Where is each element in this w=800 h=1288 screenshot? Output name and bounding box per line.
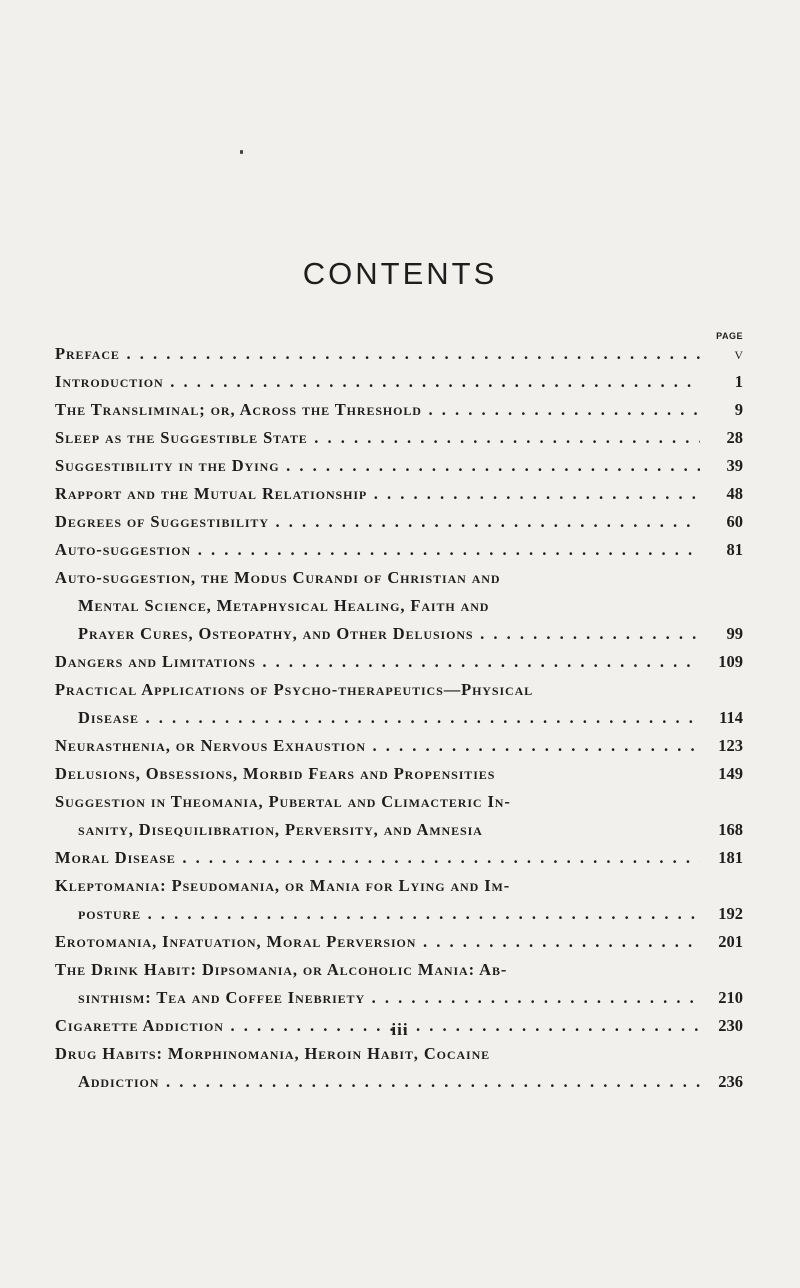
toc-entry	[0, 788, 800, 816]
toc-entry-title: Moral Disease . . .	[55, 844, 700, 872]
toc-entry-title: Kleptomania: Pseudomania, or Mania for Lying and Im-	[55, 876, 511, 895]
toc-entry	[0, 340, 800, 368]
ink-mark	[240, 150, 243, 154]
toc-entry-title: Erotomania, Infatuation, Moral Perversion . . .	[55, 928, 700, 956]
toc-entry-title: Auto-suggestion . . .	[55, 536, 700, 564]
toc-entry-page: 28	[726, 428, 743, 447]
toc-entry-page	[698, 1040, 743, 1068]
toc-entry-page: 149	[718, 764, 743, 783]
toc-entry	[0, 564, 800, 592]
toc-entry	[0, 816, 800, 844]
page-number: iii	[391, 1020, 409, 1039]
toc-entry	[0, 508, 800, 536]
toc-entry-page: v	[734, 344, 743, 363]
toc-entry-page: 201	[718, 932, 743, 951]
toc-entry-title: Degrees of Suggestibility . . .	[55, 508, 700, 536]
toc-entry-page: 60	[726, 512, 743, 531]
toc-entry-page: 48	[726, 484, 743, 503]
toc-entry	[0, 956, 800, 984]
toc-entry-page: 99	[726, 624, 743, 643]
page-title: CONTENTS	[302, 256, 498, 291]
toc-entry	[0, 452, 800, 480]
toc-entry	[0, 872, 800, 900]
toc-entry	[0, 648, 800, 676]
page-column-label: PAGE	[716, 331, 743, 341]
toc-entry-title: The Transliminal; or, Across the Threshold . . .	[55, 396, 700, 424]
toc-entry-page	[698, 872, 743, 900]
toc-entry-title: Auto-suggestion, the Modus Curandi of Christian and	[55, 568, 501, 587]
toc-entry-title: Drug Habits: Morphinomania, Heroin Habit, Cocaine	[55, 1044, 491, 1063]
toc-entry-title: Preface . . .	[55, 340, 700, 368]
toc-entry-title: Practical Applications of Psycho-therapeutics—Physical	[55, 680, 534, 699]
toc-entry-title: Rapport and the Mutual Relationship . . .	[55, 480, 700, 508]
toc-entry-title: Mental Science, Metaphysical Healing, Faith and	[78, 596, 490, 615]
toc-entry-title: sinthism: Tea and Coffee Inebriety . . .	[78, 984, 700, 1012]
toc-entry	[0, 536, 800, 564]
toc-entry-title: Cigarette Addiction . . .	[55, 1012, 700, 1040]
toc-entry-page: 81	[726, 540, 743, 559]
toc-entry-page: 39	[726, 456, 743, 475]
toc-entry-title: Neurasthenia, or Nervous Exhaustion . . .	[55, 732, 700, 760]
toc-entry	[0, 676, 800, 704]
toc-entry-page: 123	[718, 736, 743, 755]
toc-entry-page: 236	[718, 1072, 743, 1091]
toc-entry-page: 210	[718, 988, 743, 1007]
toc-entry-title: Suggestion in Theomania, Pubertal and Climacteric In-	[55, 792, 511, 811]
toc-entry-title: The Drink Habit: Dipsomania, or Alcoholic Mania: Ab-	[55, 960, 508, 979]
toc-entry	[0, 368, 800, 396]
toc-entry-title: Suggestibility in the Dying . . .	[55, 452, 700, 480]
toc-entry-title: Addiction . . .	[78, 1068, 700, 1096]
toc-entry-title: sanity, Disequilibration, Perversity, and Amnesia	[78, 820, 483, 839]
toc-entry	[0, 844, 800, 872]
toc-entry	[0, 592, 800, 620]
toc-entry-page: 230	[718, 1016, 743, 1035]
toc-entry	[0, 984, 800, 1012]
toc-entry-title: Dangers and Limitations . . .	[55, 648, 700, 676]
toc-entry-page: 1	[734, 372, 743, 391]
toc-entry-page	[698, 676, 743, 704]
toc-entry-page: 192	[718, 904, 743, 923]
toc-entry	[0, 704, 800, 732]
toc-entry-title: Sleep as the Suggestible State . . .	[55, 424, 700, 452]
toc-entry-page: 181	[718, 848, 743, 867]
toc-entry-title: posture . . .	[78, 900, 700, 928]
toc-entry	[0, 732, 800, 760]
toc-entry-page: 9	[734, 400, 743, 419]
toc-entry	[0, 480, 800, 508]
toc-entry-title: Prayer Cures, Osteopathy, and Other Delusions . . .	[78, 620, 700, 648]
toc-entry	[0, 928, 800, 956]
toc-entry-page: 168	[718, 820, 743, 839]
toc-entry	[0, 1040, 800, 1068]
table-of-contents	[0, 340, 800, 1096]
toc-entry-page	[698, 592, 743, 620]
toc-entry-page	[698, 564, 743, 592]
toc-entry-page	[698, 788, 743, 816]
toc-entry-title: Introduction . . .	[55, 368, 700, 396]
toc-entry	[0, 760, 800, 788]
toc-entry-title: Disease . . .	[78, 704, 700, 732]
toc-entry-title: Delusions, Obsessions, Morbid Fears and Propensities	[55, 764, 496, 783]
toc-entry-page: 114	[719, 708, 743, 727]
toc-entry-page: 109	[718, 652, 743, 671]
toc-entry	[0, 1068, 800, 1096]
toc-entry	[0, 396, 800, 424]
toc-entry-page	[698, 956, 743, 984]
toc-entry	[0, 900, 800, 928]
toc-entry	[0, 620, 800, 648]
toc-entry	[0, 424, 800, 452]
